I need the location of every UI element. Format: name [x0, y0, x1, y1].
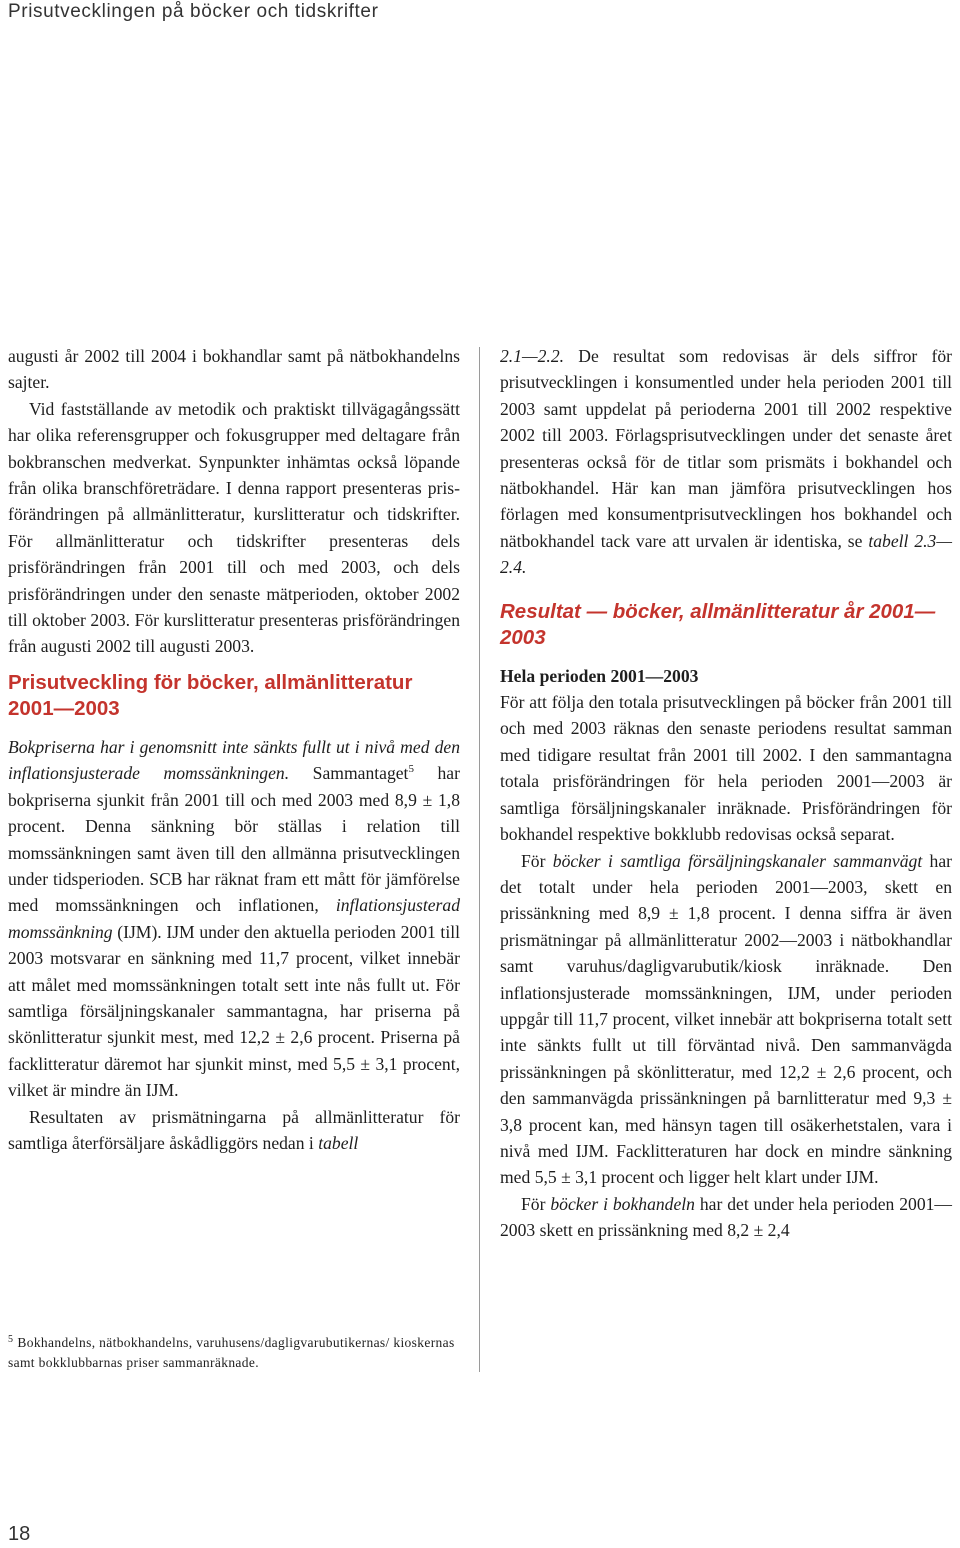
- footnote-number: 5: [8, 1333, 14, 1345]
- left-column: [8, 343, 460, 1156]
- paragraph-results-intro: [500, 343, 952, 581]
- footnote-reference: 5: [408, 763, 414, 776]
- emphasis-table-ref: tabell 2.3—2.4.: [500, 530, 952, 578]
- right-column: [500, 343, 952, 1244]
- paragraph-all-channels: [500, 848, 952, 1191]
- emphasis-table-ref: tabell: [318, 1132, 359, 1153]
- emphasis-all-channels: böcker i samtliga försäljningskanaler sammanvägt: [552, 850, 923, 871]
- text-segment: De resultat som redovisas är dels siffror för prisutvecklingen i konsumentled under hela perioden 2001 till 2003 samt uppdelat på perioderna 2001 till 2002 respektive 2002 till 2003. Förlagsprisutvecklingen under det senaste året presenteras också för de titlar som prismäts i bokhandel och nätbokhandel. Här kan man jämföra prisutvecklingen hos förlagen med konsumentprisutvecklingen hos bokhandel och nätbokhandel tack vare att urvalen är identiska, se: [500, 346, 952, 551]
- paragraph-intro-continued: augusti år 2002 till 2004 i bokhandlar samt på nätbokhandelns sajter.: [8, 346, 460, 393]
- column-divider: [479, 347, 480, 1372]
- paragraph-methodology: Vid fastställande av metodik och praktiskt tillvägagångssätt har olika referensgrupper och fokusgrupper med deltagare från bokbranschen medverkat. Synpunkter inhämtas också löpande från olika branschföreträdare. I denna rapport presenteras prisförändringen på allmänlitteratur, kurslitteratur och tidskrifter. För allmänlitteratur och tidskrifter presenteras dels prisförändringen från 2001 till och med 2003, och dels prisförändringen under den senaste mätperioden, oktober 2002 till oktober 2003. För kurslitteratur presenteras prisförändringen från augusti 2002 till augusti 2003.: [8, 398, 460, 657]
- footnote: [8, 1333, 468, 1373]
- text-segment: har det totalt under hela perioden 2001—2003, skett en prissänkning med 8,9 ± 1,8 procent. I denna siffra är även prismätningar på allmänlitteratur 2002—2003 i nätbokhandlar samt varuhus/dagligvarubutik/kiosk inräknade. Den inflationsjusterade momssänkningen, IJM, under perioden uppgår till 11,7 procent, vilket innebär att bokpriserna totalt sett inte sänkts fullt ut till förväntad nivå. Den sammanvägda prissänkningen på skönlitteratur, med 12,2 ± 2,6 procent, och den sammanvägda prissänkningen på barnlitteratur med 9,3 ± 3,8 procent kan, med hänsyn tagen till osäkerhetstalen, vara i nivå med IJM. Facklitteraturen har dock en mindre sänkning med 5,5 ± 3,1 procent och ligger helt klart under IJM.: [500, 850, 953, 1188]
- emphasis-ijm: inflationsjusterad momssänkning: [8, 895, 460, 942]
- text-segment: har bokpriserna sjunkit från 2001 till och med 2003 med 8,9 ± 1,8 procent. Denna sänkning bör ställas i relation till momssänkningen samt även till den allmänna prisutvecklingen under tidsperioden. SCB har räknat fram ett mått för jämförelse med momssänkningen och inflationen,: [8, 763, 460, 916]
- section-heading-results: Resultat — böcker, allmänlitteratur år 2001—2003: [500, 599, 936, 649]
- text-segment: För: [521, 1193, 551, 1214]
- page-number: 18: [8, 1523, 31, 1545]
- text-segment: Sammantaget: [289, 763, 409, 784]
- paragraph-price-summary: [8, 734, 460, 1104]
- emphasis-summary: Bokpriserna har i genomsnitt inte sänkts fullt ut i nivå med den inflationsjusterade momssänkningen.: [8, 736, 460, 784]
- emphasis-table-ref: 2.1—2.2.: [500, 346, 565, 366]
- text-segment: har det under hela perioden 2001—2003 skett en prissänkning med 8,2 ± 2,4: [500, 1193, 953, 1241]
- emphasis-bookshop: böcker i bokhandeln: [550, 1193, 695, 1214]
- paragraph-bookshop: [500, 1191, 952, 1244]
- section-heading-price-development: Prisutveckling för böcker, allmänlitteratur 2001—2003: [8, 670, 413, 720]
- subheading-whole-period: Hela perioden 2001—2003: [500, 665, 699, 686]
- text-segment: Resultaten av prismätningarna på allmänlitteratur för samtliga återförsäljare åskådliggörs nedan i: [8, 1106, 460, 1153]
- paragraph-results-reference: [8, 1104, 460, 1157]
- running-head: Prisutvecklingen på böcker och tidskrifter: [8, 1, 379, 22]
- text-segment: För: [521, 850, 553, 871]
- paragraph-whole-period: För att följa den totala prisutvecklingen på böcker från 2001 till och med 2003 räknas den senaste periodens resultat samman med tidigare resultat från 2001 till 2002. I den sammantagna totala prisförändringen för hela perioden 2001—2003 är samtliga försäljningskanaler inräknade. Prisförändringen för bokhandel respektive bokklubb redovisas också separat.: [500, 692, 952, 845]
- footnote-text: Bokhandelns, nätbokhandelns, varuhusens/dagligvarubutikernas/ kioskernas samt bokklubbarnas priser sammanräknade.: [8, 1335, 455, 1370]
- text-segment: (IJM). IJM under den aktuella perioden 2001 till 2003 motsvarar en sänkning med 11,7 procent, vilket innebär att målet med momssänkningen totalt sett inte nås fullt ut. För samtliga försäljningskanaler sammantagna, har priserna på skönlitteratur sjunkit mest, med 12,2 ± 2,6 procent. Priserna på facklitteratur däremot har sjunkit minst, med 5,5 ± 3,1 procent, vilket är mindre än IJM.: [8, 921, 460, 1101]
